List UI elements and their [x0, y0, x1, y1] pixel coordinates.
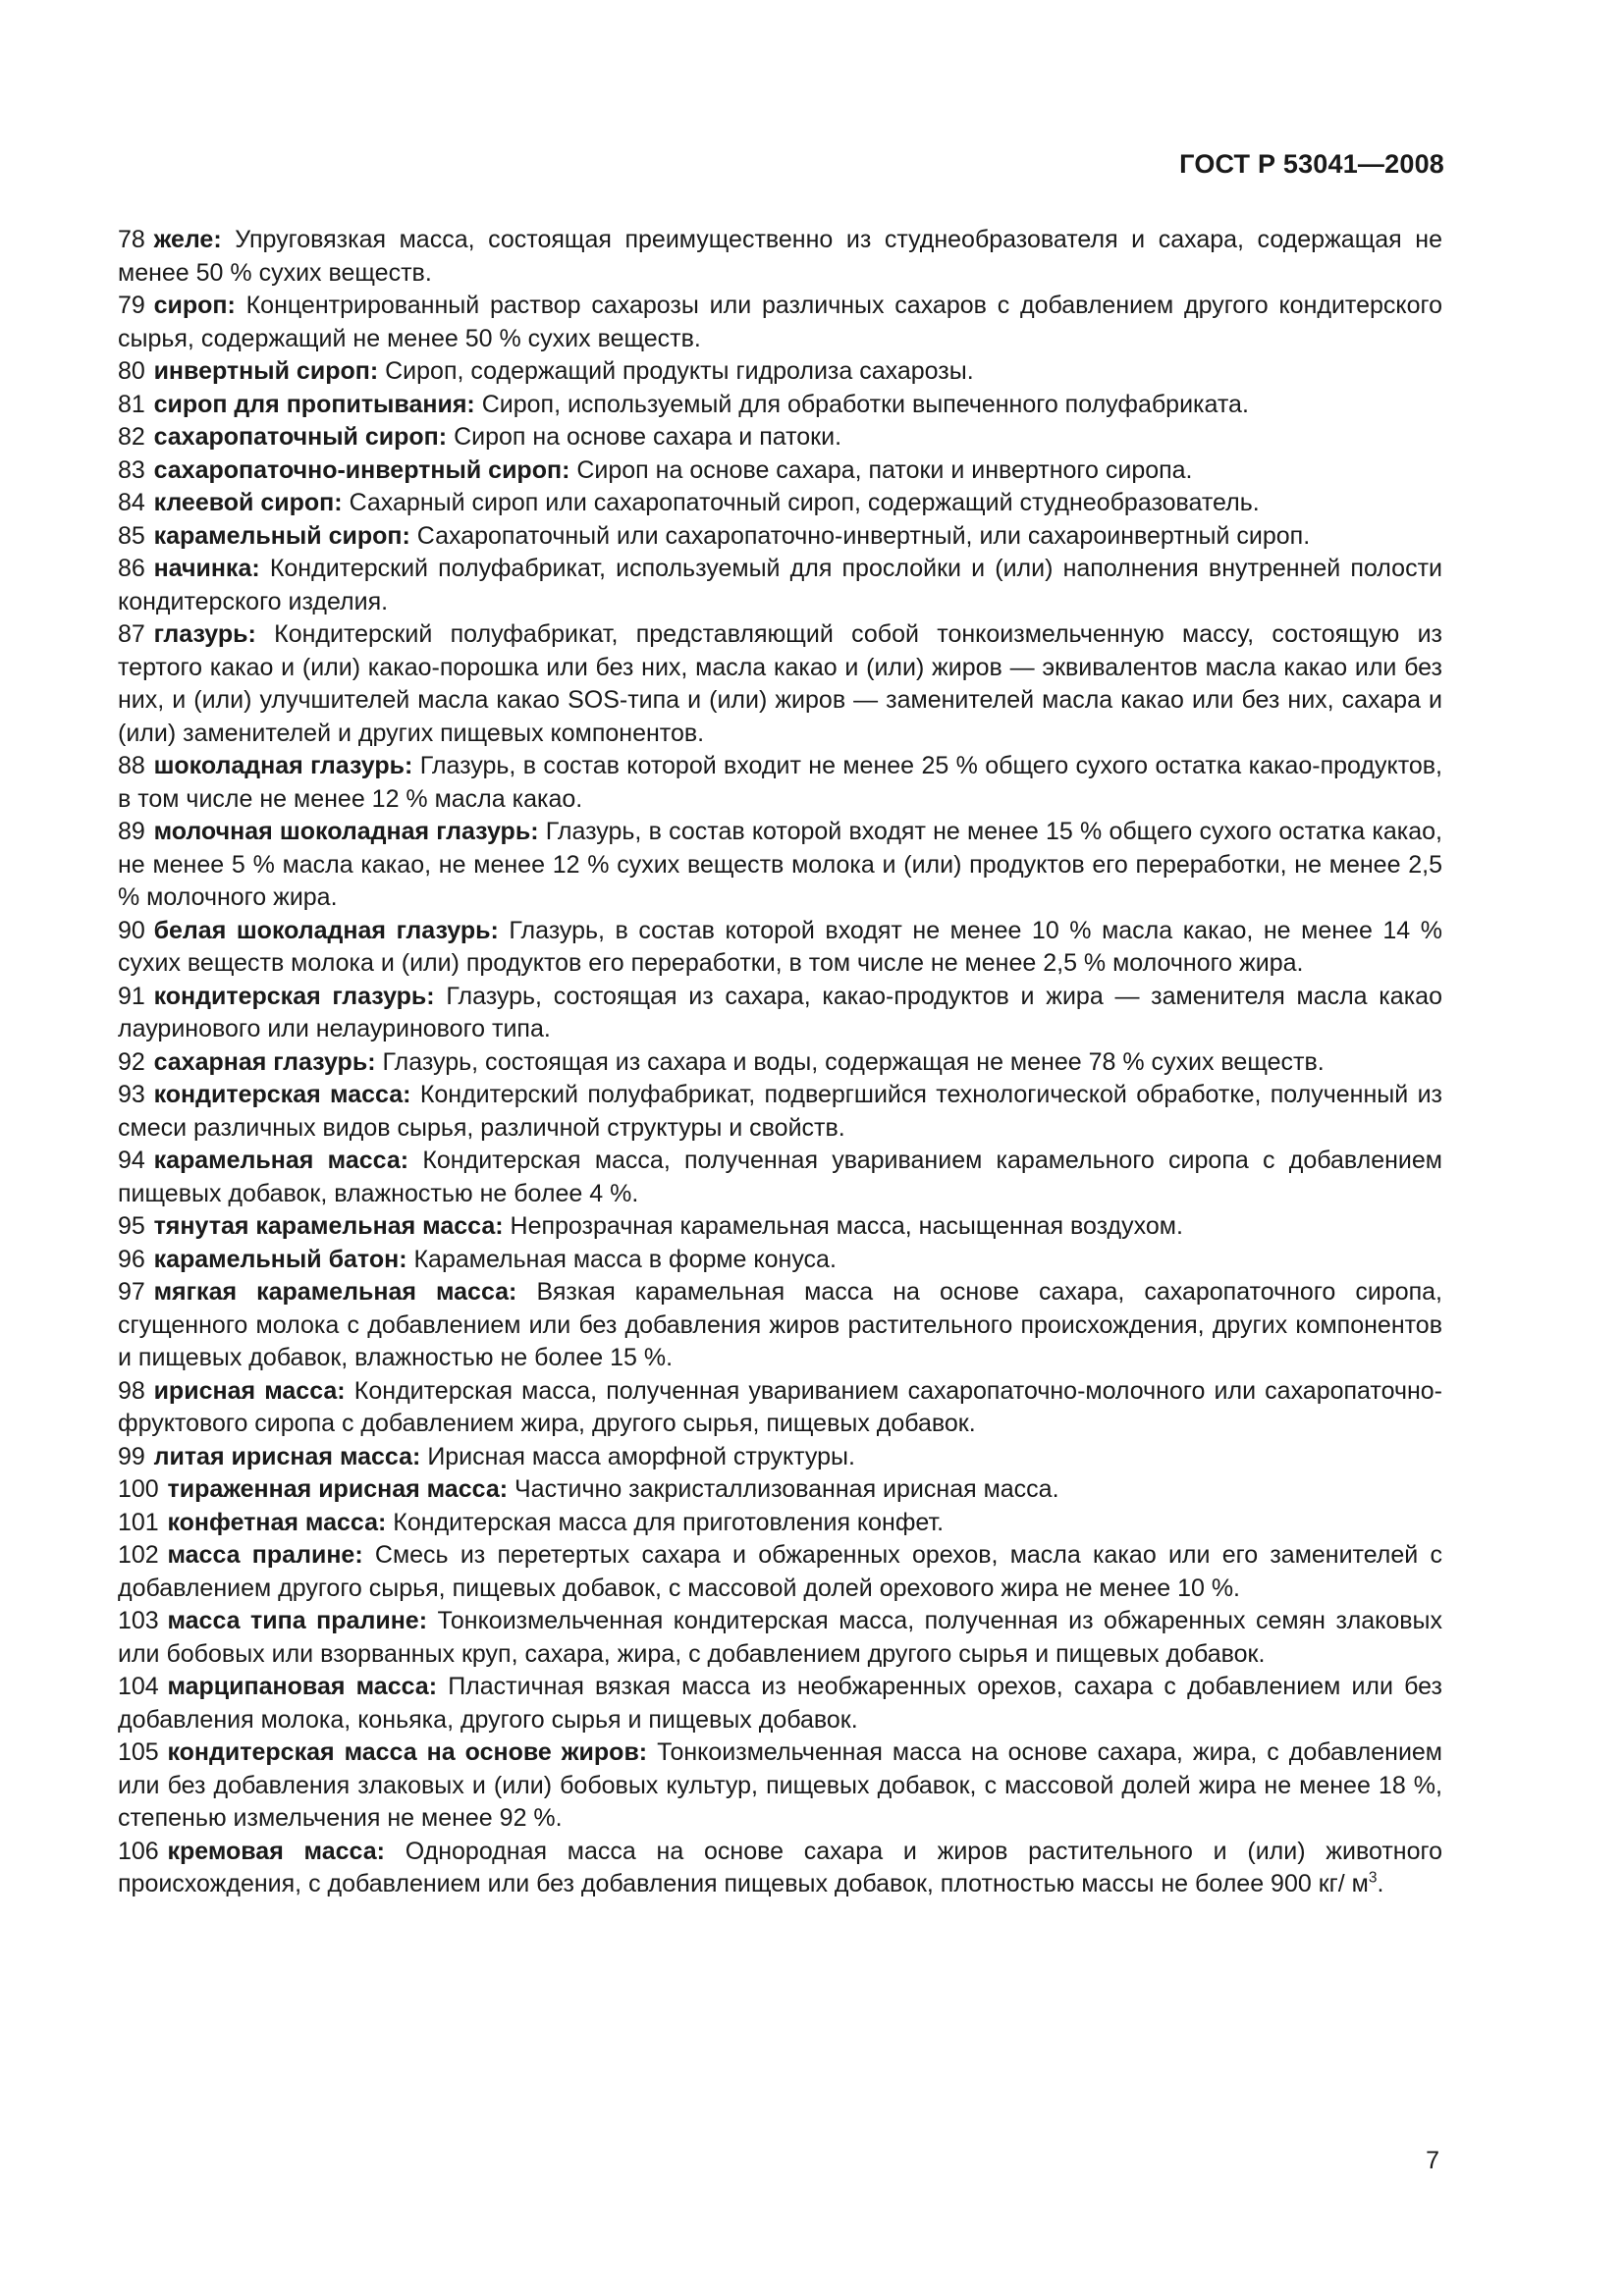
term-entry-91: [118, 981, 1442, 1046]
term-number: 99: [118, 1442, 145, 1470]
term-definition: Тонкоизмельченная масса на основе сахара, жира, с добавлением или без добавления злаковых и (или) бобовых культур, пищевых добавок, с массовой долей жира не менее 18 %, степенью измельчения не менее 92 %.: [118, 1738, 1442, 1832]
term-entry-103: [118, 1605, 1442, 1671]
term-name: карамельный сироп:: [153, 521, 410, 550]
term-definition: Непрозрачная карамельная масса, насыщенная воздухом.: [510, 1212, 1183, 1240]
term-entry-94: [118, 1145, 1442, 1210]
term-number: 85: [118, 521, 145, 550]
term-number: 89: [118, 818, 145, 845]
term-definition: Сироп, содержащий продукты гидролиза сахарозы.: [385, 357, 974, 385]
term-entry-81: [118, 389, 1442, 422]
term-name: сироп для пропитывания:: [153, 390, 475, 418]
term-entry-86: [118, 553, 1442, 618]
term-number: 101: [118, 1508, 159, 1536]
term-name: кремовая масса:: [167, 1837, 385, 1865]
term-definition: Смесь из перетертых сахара и обжаренных орехов, масла какао или его заменителей с добавлением другого сырья, пищевых добавок, с массовой долей орехового жира не менее 10 %.: [118, 1541, 1443, 1602]
term-number: 79: [118, 292, 145, 319]
term-number: 90: [118, 916, 145, 944]
term-name: литая ирисная масса:: [153, 1442, 421, 1470]
term-number: 105: [118, 1738, 159, 1766]
term-name: клеевой сироп:: [153, 489, 343, 516]
term-name: сахаропаточно-инвертный сироп:: [153, 455, 570, 484]
term-name: кондитерская глазурь:: [153, 982, 435, 1010]
term-definition: Глазурь, в состав которой входят не менее 15 % общего сухого остатка какао, не менее 5 % масла какао, не менее 12 % сухих веществ молока и (или) продуктов его переработки, не менее 2,5 % молочного жира.: [118, 818, 1442, 911]
term-definition: Частично закристаллизованная ирисная масса.: [514, 1475, 1059, 1503]
term-entry-93: [118, 1079, 1442, 1145]
term-definition: Концентрированный раствор сахарозы или различных сахаров с добавлением другого кондитерского сырья, содержащий не менее 50 % сухих веществ.: [118, 292, 1442, 352]
term-definition: Пластичная вязкая масса из необжаренных орехов, сахара с добавлением или без добавления молока, коньяка, другого сырья и пищевых добавок.: [118, 1673, 1442, 1734]
term-name: марципановая масса:: [167, 1673, 438, 1700]
term-entry-95: [118, 1210, 1442, 1244]
term-number: 102: [118, 1541, 159, 1569]
term-number: 82: [118, 423, 145, 451]
term-entry-104: [118, 1671, 1442, 1736]
term-name: сахаропаточный сироп:: [153, 423, 448, 451]
document-standard-header: ГОСТ Р 53041—2008: [1179, 149, 1444, 179]
term-definition: Сахаропаточный или сахаропаточно-инвертный, или сахароинвертный сироп.: [416, 521, 1311, 550]
term-definition: Ирисная масса аморфной структуры.: [427, 1442, 855, 1470]
terms-list: [118, 224, 1442, 1901]
term-entry-83: [118, 454, 1442, 488]
term-definition: Глазурь, состоящая из сахара, какао-продуктов и жира — заменителя масла какао лауринового или нелауринового типа.: [118, 982, 1442, 1042]
term-entry-98: [118, 1375, 1442, 1441]
term-number: 106: [118, 1837, 159, 1865]
term-number: 84: [118, 489, 145, 516]
term-number: 96: [118, 1245, 145, 1273]
term-name: карамельная масса:: [153, 1147, 409, 1174]
term-definition: Глазурь, в состав которой входят не менее 10 % масла какао, не менее 14 % сухих веществ молока и (или) продуктов его переработки, в том числе не менее 2,5 % молочного жира.: [118, 916, 1442, 977]
term-definition-tail: .: [1377, 1870, 1384, 1897]
term-definition: Глазурь, в состав которой входит не менее 25 % общего сухого остатка какао-продуктов, в том числе не менее 12 % масла какао.: [118, 752, 1442, 813]
term-definition: Сахарный сироп или сахаропаточный сироп, содержащий студнеобразователь.: [349, 489, 1260, 516]
term-definition: Тонкоизмельченная кондитерская масса, полученная из обжаренных семян злаковых или бобовых или взорванных круп, сахара, жира, с добавлением другого сырья и пищевых добавок.: [118, 1607, 1442, 1668]
term-number: 103: [118, 1607, 159, 1634]
term-number: 80: [118, 357, 145, 385]
term-definition: Кондитерский полуфабрикат, используемый для прослойки и (или) наполнения внутренней полости кондитерского изделия.: [118, 555, 1442, 615]
term-name: белая шоколадная глазурь:: [153, 916, 499, 944]
term-definition: Сироп на основе сахара и патоки.: [454, 423, 842, 451]
term-number: 97: [118, 1278, 145, 1306]
term-number: 95: [118, 1212, 145, 1240]
term-name: сироп:: [153, 292, 236, 319]
term-name: тираженная ирисная масса:: [167, 1475, 509, 1503]
term-entry-101: [118, 1507, 1442, 1540]
term-definition: Глазурь, состоящая из сахара и воды, содержащая не менее 78 % сухих веществ.: [382, 1047, 1325, 1076]
term-entry-100: [118, 1473, 1442, 1507]
term-name: молочная шоколадная глазурь:: [153, 818, 539, 845]
term-definition: Сироп, используемый для обработки выпеченного полуфабриката.: [481, 390, 1249, 418]
page-number: 7: [1426, 2147, 1439, 2174]
term-entry-102: [118, 1539, 1442, 1605]
term-name: желе:: [153, 226, 222, 253]
term-number: 86: [118, 555, 145, 582]
term-name: начинка:: [153, 555, 260, 582]
term-number: 94: [118, 1147, 145, 1174]
term-entry-106: [118, 1836, 1442, 1901]
term-definition: Однородная масса на основе сахара и жиров растительного и (или) животного происхождения, с добавлением или без добавления пищевых добавок, плотностью массы не более 900 кг/ м: [118, 1837, 1442, 1897]
term-definition: Кондитерский полуфабрикат, подвергшийся технологической обработке, полученный из смеси различных видов сырья, различной структуры и свойств.: [118, 1081, 1442, 1142]
term-entry-96: [118, 1244, 1442, 1277]
term-number: 91: [118, 982, 145, 1010]
term-number: 98: [118, 1376, 145, 1405]
term-entry-90: [118, 915, 1442, 981]
term-name: тянутая карамельная масса:: [153, 1212, 504, 1240]
term-definition: Кондитерская масса для приготовления конфет.: [393, 1508, 945, 1536]
term-name: кондитерская масса:: [153, 1081, 411, 1108]
term-number: 100: [118, 1475, 159, 1503]
term-name: масса пралине:: [167, 1541, 363, 1569]
term-definition: Сироп на основе сахара, патоки и инвертного сиропа.: [576, 455, 1193, 484]
term-name: инвертный сироп:: [153, 357, 379, 385]
term-name: сахарная глазурь:: [153, 1047, 376, 1076]
term-number: 92: [118, 1047, 145, 1076]
term-name: карамельный батон:: [153, 1245, 407, 1273]
term-name: масса типа пралине:: [167, 1607, 428, 1634]
term-definition: Упруговязкая масса, состоящая преимущественно из студнеобразователя и сахара, содержащая не менее 50 % сухих веществ.: [118, 226, 1442, 287]
term-name: мягкая карамельная масса:: [153, 1278, 517, 1306]
term-name: ирисная масса:: [153, 1376, 346, 1405]
term-definition: Кондитерская масса, полученная увариванием сахаропаточно-молочного или сахаропаточно-фруктового сиропа с добавлением жира, другого сырья, пищевых добавок.: [118, 1376, 1442, 1437]
term-number: 104: [118, 1673, 159, 1700]
term-number: 87: [118, 620, 145, 648]
term-number: 78: [118, 226, 145, 253]
term-entry-92: [118, 1046, 1442, 1080]
term-entry-80: [118, 355, 1442, 389]
term-name: глазурь:: [153, 620, 256, 648]
term-entry-78: [118, 224, 1442, 290]
term-number: 83: [118, 455, 145, 484]
term-entry-79: [118, 290, 1442, 355]
term-number: 81: [118, 390, 145, 418]
term-name: конфетная масса:: [167, 1508, 387, 1536]
term-definition: Вязкая карамельная масса на основе сахара, сахаропаточного сиропа, сгущенного молока с добавлением или без добавления жиров растительного происхождения, других компонентов и пищевых добавок, влажностью не более 15 %.: [118, 1278, 1442, 1371]
term-definition: Кондитерская масса, полученная увариванием карамельного сиропа с добавлением пищевых добавок, влажностью не более 4 %.: [118, 1147, 1442, 1207]
term-entry-87: [118, 618, 1442, 750]
term-definition: Карамельная масса в форме конуса.: [413, 1245, 837, 1273]
term-name: шоколадная глазурь:: [153, 752, 413, 779]
term-entry-99: [118, 1441, 1442, 1474]
term-definition: Кондитерский полуфабрикат, представляющий собой тонкоизмельченную массу, состоящую из тертого какао и (или) какао-порошка или без них, масла какао и (или) жиров — эквивалентов масла какао или без них, и (или) улучшителей масла какао SOS-типа и (или) жиров — заменителей масла какао или без них, сахара и (или) заменителей и других пищевых компонентов.: [118, 620, 1442, 747]
term-entry-82: [118, 421, 1442, 454]
term-number: 93: [118, 1081, 145, 1108]
term-entry-84: [118, 487, 1442, 520]
superscript-exponent: 3: [1368, 1869, 1378, 1887]
term-name: кондитерская масса на основе жиров:: [167, 1738, 648, 1766]
term-entry-88: [118, 750, 1442, 816]
term-entry-97: [118, 1276, 1442, 1375]
term-entry-89: [118, 816, 1442, 915]
term-number: 88: [118, 752, 145, 779]
term-entry-105: [118, 1736, 1442, 1836]
term-entry-85: [118, 520, 1442, 554]
